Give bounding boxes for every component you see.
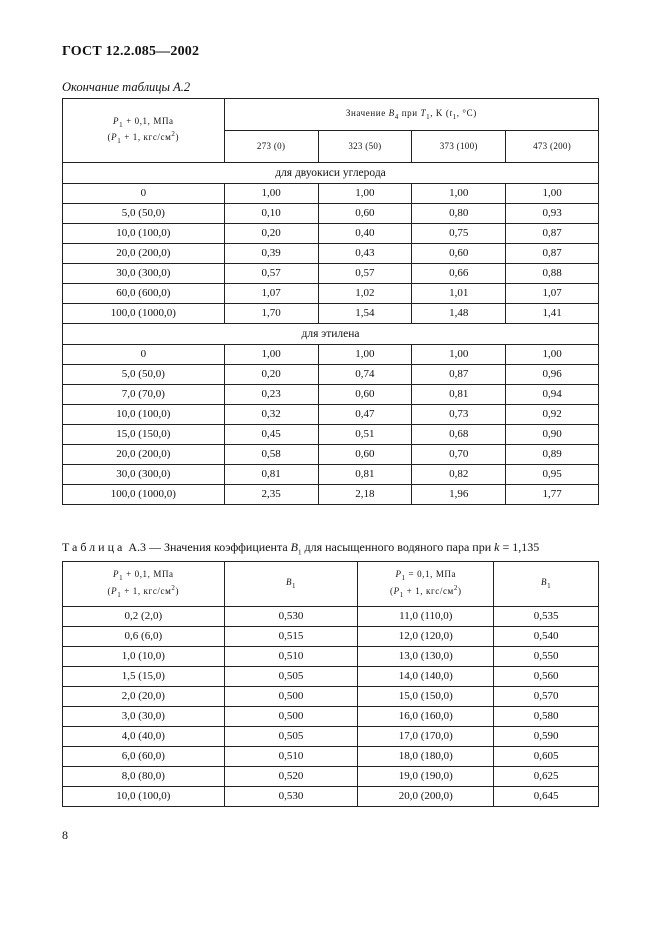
value-cell: 0,32 <box>224 405 318 425</box>
value-cell: 0,81 <box>318 465 412 485</box>
value-cell: 0,20 <box>224 365 318 385</box>
pressure-cell: 0 <box>63 184 225 204</box>
value-cell: 0,530 <box>224 607 358 627</box>
value-cell: 0,47 <box>318 405 412 425</box>
value-column-header: Значение $B_4$ при $T_1$, K ($t_1$, °С) <box>224 99 598 131</box>
value-cell: 0,60 <box>318 385 412 405</box>
pressure-cell: 19,0 (190,0) <box>358 767 494 787</box>
value-cell: 1,48 <box>412 304 506 324</box>
value-cell: 0,500 <box>224 687 358 707</box>
table-row <box>63 627 599 647</box>
pressure-cell: 16,0 (160,0) <box>358 707 494 727</box>
table-row <box>63 304 599 324</box>
pressure-cell: 8,0 (80,0) <box>63 767 225 787</box>
table-row <box>63 485 599 505</box>
value-cell: 1,00 <box>318 345 412 365</box>
pressure-cell: 12,0 (120,0) <box>358 627 494 647</box>
pressure-cell: 1,5 (15,0) <box>63 667 225 687</box>
table-row <box>63 204 599 224</box>
value-cell: 0,96 <box>506 365 599 385</box>
value-cell: 0,95 <box>506 465 599 485</box>
table-row <box>63 244 599 264</box>
value-cell: 2,18 <box>318 485 412 505</box>
b1-header-left: $B_1$ <box>224 562 358 607</box>
table-row <box>63 667 599 687</box>
value-cell: 0,590 <box>494 727 599 747</box>
pressure-cell: 10,0 (100,0) <box>63 224 225 244</box>
value-cell: 0,93 <box>506 204 599 224</box>
value-cell: 0,60 <box>318 445 412 465</box>
value-cell: 0,540 <box>494 627 599 647</box>
pressure-cell: 30,0 (300,0) <box>63 465 225 485</box>
value-cell: 0,43 <box>318 244 412 264</box>
value-cell: 1,00 <box>318 184 412 204</box>
pressure-cell: 11,0 (110,0) <box>358 607 494 627</box>
value-cell: 0,520 <box>224 767 358 787</box>
pressure-header-left: $P_1 + 0,1$, МПа ($P_1 + 1$, кгс/$см^2$) <box>63 562 225 607</box>
pressure-cell: 15,0 (150,0) <box>63 425 225 445</box>
value-cell: 0,510 <box>224 647 358 667</box>
value-cell: 0,89 <box>506 445 599 465</box>
table-row <box>63 727 599 747</box>
table-row <box>63 405 599 425</box>
value-cell: 0,39 <box>224 244 318 264</box>
value-cell: 1,00 <box>224 345 318 365</box>
value-cell: 1,96 <box>412 485 506 505</box>
table-row <box>63 264 599 284</box>
value-cell: 0,80 <box>412 204 506 224</box>
pressure-cell: 20,0 (200,0) <box>63 244 225 264</box>
value-cell: 0,505 <box>224 667 358 687</box>
value-cell: 0,51 <box>318 425 412 445</box>
value-cell: 0,625 <box>494 767 599 787</box>
value-cell: 0,57 <box>318 264 412 284</box>
pressure-cell: 15,0 (150,0) <box>358 687 494 707</box>
value-cell: 0,82 <box>412 465 506 485</box>
value-cell: 0,23 <box>224 385 318 405</box>
value-cell: 0,87 <box>412 365 506 385</box>
pressure-cell: 6,0 (60,0) <box>63 747 225 767</box>
pressure-cell: 5,0 (50,0) <box>63 204 225 224</box>
table-row <box>63 425 599 445</box>
table-row <box>63 365 599 385</box>
temperature-header: 273 (0) <box>224 131 318 163</box>
pressure-cell: 17,0 (170,0) <box>358 727 494 747</box>
pressure-cell: 2,0 (20,0) <box>63 687 225 707</box>
table-a2-end <box>62 98 599 505</box>
pressure-cell: 18,0 (180,0) <box>358 747 494 767</box>
table-row <box>63 385 599 405</box>
pressure-cell: 0 <box>63 345 225 365</box>
value-cell: 0,88 <box>506 264 599 284</box>
value-cell: 0,74 <box>318 365 412 385</box>
pressure-cell: 20,0 (200,0) <box>63 445 225 465</box>
pressure-cell: 60,0 (600,0) <box>63 284 225 304</box>
value-cell: 0,500 <box>224 707 358 727</box>
value-cell: 0,90 <box>506 425 599 445</box>
section-row <box>63 324 599 345</box>
pressure-cell: 13,0 (130,0) <box>358 647 494 667</box>
value-cell: 0,535 <box>494 607 599 627</box>
table-row <box>63 445 599 465</box>
document-header: ГОСТ 12.2.085—2002 <box>62 44 200 59</box>
value-cell: 0,560 <box>494 667 599 687</box>
pressure-cell: 10,0 (100,0) <box>63 405 225 425</box>
table-row <box>63 687 599 707</box>
table-row <box>63 787 599 807</box>
value-cell: 1,00 <box>506 345 599 365</box>
table-a3-title: Таблица А.3 — Значения коэффициента $B_1$ для насыщенного водяного пара при k = 1,135 <box>62 540 540 557</box>
table-row <box>63 465 599 485</box>
value-cell: 0,68 <box>412 425 506 445</box>
value-cell: 0,20 <box>224 224 318 244</box>
value-cell: 1,00 <box>412 184 506 204</box>
value-cell: 1,70 <box>224 304 318 324</box>
value-cell: 0,45 <box>224 425 318 445</box>
pressure-cell: 7,0 (70,0) <box>63 385 225 405</box>
temperature-header: 373 (100) <box>412 131 506 163</box>
value-cell: 0,87 <box>506 244 599 264</box>
value-cell: 0,58 <box>224 445 318 465</box>
value-cell: 0,94 <box>506 385 599 405</box>
table-row <box>63 707 599 727</box>
table-row <box>63 184 599 204</box>
pressure-cell: 4,0 (40,0) <box>63 727 225 747</box>
value-cell: 1,02 <box>318 284 412 304</box>
value-cell: 0,550 <box>494 647 599 667</box>
value-cell: 0,73 <box>412 405 506 425</box>
pressure-header-right: $P_1 = 0,1$, МПа ($P_1 + 1$, кгс/$см^2$) <box>358 562 494 607</box>
temperature-header: 323 (50) <box>318 131 412 163</box>
value-cell: 0,60 <box>412 244 506 264</box>
value-cell: 0,505 <box>224 727 358 747</box>
value-cell: 0,605 <box>494 747 599 767</box>
pressure-cell: 100,0 (1000,0) <box>63 304 225 324</box>
value-cell: 0,570 <box>494 687 599 707</box>
pressure-cell: 5,0 (50,0) <box>63 365 225 385</box>
value-cell: 0,75 <box>412 224 506 244</box>
table-row <box>63 345 599 365</box>
pressure-cell: 14,0 (140,0) <box>358 667 494 687</box>
pressure-cell: 0,6 (6,0) <box>63 627 225 647</box>
value-cell: 1,41 <box>506 304 599 324</box>
table-row <box>63 747 599 767</box>
value-cell: 1,07 <box>224 284 318 304</box>
table-row <box>63 284 599 304</box>
value-cell: 0,66 <box>412 264 506 284</box>
value-cell: 1,77 <box>506 485 599 505</box>
table-row <box>63 647 599 667</box>
value-cell: 1,00 <box>412 345 506 365</box>
value-cell: 1,01 <box>412 284 506 304</box>
pressure-cell: 1,0 (10,0) <box>63 647 225 667</box>
pressure-cell: 30,0 (300,0) <box>63 264 225 284</box>
page-number: 8 <box>62 828 68 842</box>
pressure-cell: 10,0 (100,0) <box>63 787 225 807</box>
value-cell: 0,81 <box>412 385 506 405</box>
section-label: для двуокиси углерода <box>63 163 599 184</box>
table-a3 <box>62 561 599 807</box>
value-cell: 0,530 <box>224 787 358 807</box>
value-cell: 0,81 <box>224 465 318 485</box>
value-cell: 0,60 <box>318 204 412 224</box>
value-cell: 1,54 <box>318 304 412 324</box>
table-row <box>63 767 599 787</box>
value-cell: 1,07 <box>506 284 599 304</box>
value-cell: 0,515 <box>224 627 358 647</box>
section-row <box>63 163 599 184</box>
value-cell: 1,00 <box>224 184 318 204</box>
temperature-header: 473 (200) <box>506 131 599 163</box>
value-cell: 1,00 <box>506 184 599 204</box>
table-row <box>63 224 599 244</box>
section-label: для этилена <box>63 324 599 345</box>
value-cell: 0,40 <box>318 224 412 244</box>
value-cell: 0,10 <box>224 204 318 224</box>
table-caption: Окончание таблицы А.2 <box>62 80 191 94</box>
value-cell: 2,35 <box>224 485 318 505</box>
pressure-cell: 3,0 (30,0) <box>63 707 225 727</box>
pressure-cell: 0,2 (2,0) <box>63 607 225 627</box>
b1-header-right: $B_1$ <box>494 562 599 607</box>
pressure-cell: 100,0 (1000,0) <box>63 485 225 505</box>
value-cell: 0,510 <box>224 747 358 767</box>
value-cell: 0,580 <box>494 707 599 727</box>
value-cell: 0,645 <box>494 787 599 807</box>
value-cell: 0,70 <box>412 445 506 465</box>
pressure-column-header: $P_1 + 0,1$, МПа ($P_1 + 1$, кгс/$см^2$) <box>63 99 225 163</box>
pressure-cell: 20,0 (200,0) <box>358 787 494 807</box>
table-row <box>63 607 599 627</box>
value-cell: 0,92 <box>506 405 599 425</box>
value-cell: 0,87 <box>506 224 599 244</box>
value-cell: 0,57 <box>224 264 318 284</box>
